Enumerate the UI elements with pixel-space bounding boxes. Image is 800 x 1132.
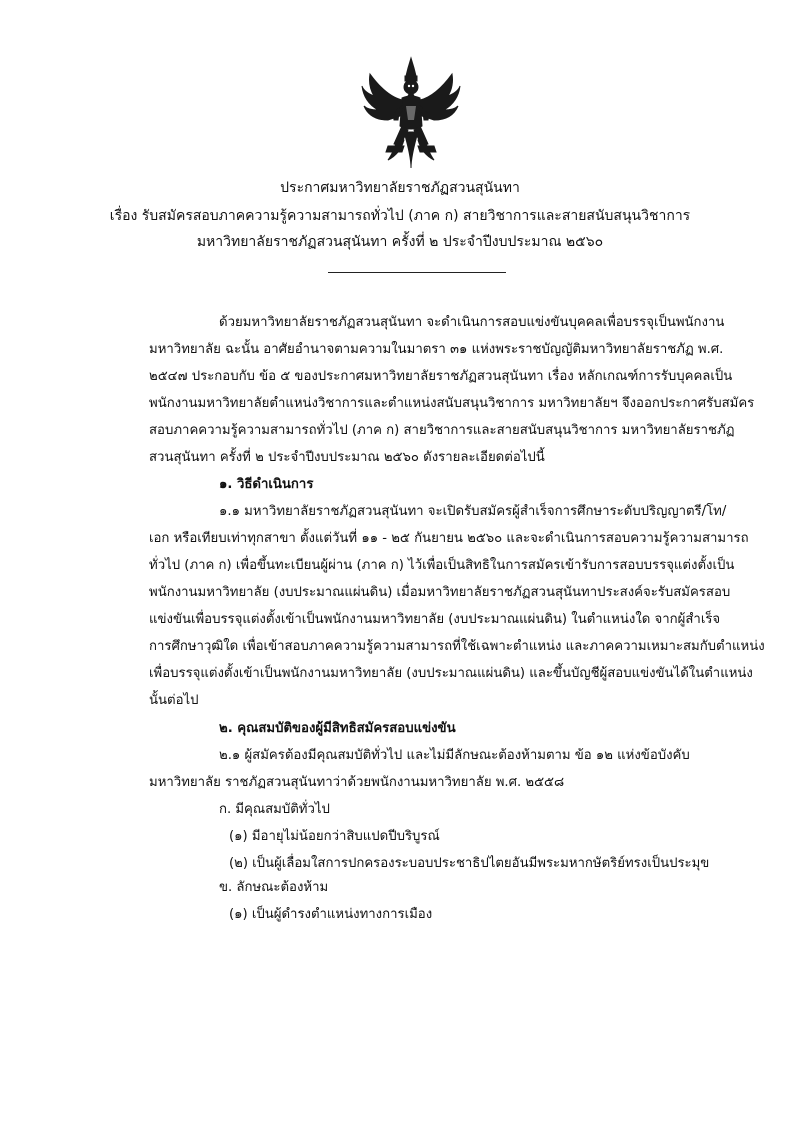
section1-line-8: นั้นต่อไป [149,693,199,708]
section1-line-7: เพื่อบรรจุแต่งตั้งเข้าเป็นพนักงานมหาวิทยาลัย (งบประมาณแผ่นดิน) และขึ้นบัญชีผู้สอบแข่งขันได้ในตำแหน่ง [149,666,753,681]
garuda-emblem-icon [358,56,464,172]
section2-a2: (๒) เป็นผู้เลื่อมใสการปกครองระบอบประชาธิปไตยอันมีพระมหากษัตริย์ทรงเป็นประมุข [229,856,710,871]
section1-line-6: การศึกษาวุฒิใด เพื่อเข้าสอบภาคความรู้ความสามารถที่ใช้เฉพาะตำแหน่ง และภาคความเหมาะสมกับตำแหน่ง [149,639,765,654]
announcement-title: ประกาศมหาวิทยาลัยราชภัฏสวนสุนันทา [280,180,520,196]
announcement-subject-line1: เรื่อง รับสมัครสอบภาคความรู้ความสามารถทั่วไป (ภาค ก) สายวิชาการและสายสนับสนุนวิชาการ [109,208,691,224]
intro-line-4: พนักงานมหาวิทยาลัยตำแหน่งวิชาการและตำแหน่งสนับสนุนวิชาการ มหาวิทยาลัยฯ จึงออกประกาศรับสมัคร [149,396,755,411]
section1-line-3: ทั่วไป (ภาค ก) เพื่อขึ้นทะเบียนผู้ผ่าน (ภาค ก) ไว้เพื่อเป็นสิทธิในการสมัครเข้ารับการสอบบรรจุแต่งตั้งเป็น [149,558,735,573]
section1-line-5: แข่งขันเพื่อบรรจุแต่งตั้งเข้าเป็นพนักงานมหาวิทยาลัย (งบประมาณแผ่นดิน) ในตำแหน่งใด จากผู้สำเร็จ [149,612,721,627]
intro-line-2: มหาวิทยาลัย ฉะนั้น อาศัยอำนาจตามความในมาตรา ๓๑ แห่งพระราชบัญญัติมหาวิทยาลัยราชภัฏ พ.ศ. [149,342,724,357]
section2-b1: (๑) เป็นผู้ดำรงตำแหน่งทางการเมือง [229,907,433,922]
announcement-subject-line2: มหาวิทยาลัยราชภัฏสวนสุนันทา ครั้งที่ ๒ ประจำปีงบประมาณ ๒๕๖๐ [196,234,604,250]
section2-b-heading: ข. ลักษณะต้องห้าม [219,880,329,895]
section2-a-heading: ก. มีคุณสมบัติทั่วไป [219,802,330,817]
title-divider [328,272,506,273]
section2-line-2: มหาวิทยาลัย ราชภัฏสวนสุนันทาว่าด้วยพนักงานมหาวิทยาลัย พ.ศ. ๒๕๕๘ [149,775,565,790]
section1-line-1: ๑.๑ มหาวิทยาลัยราชภัฏสวนสุนันทา จะเปิดรับสมัครผู้สำเร็จการศึกษาระดับปริญญาตรี/โท/ [219,504,727,519]
intro-line-5: สอบภาคความรู้ความสามารถทั่วไป (ภาค ก) สายวิชาการและสายสนับสนุนวิชาการ มหาวิทยาลัยราชภัฏ [149,423,735,438]
section1-line-2: เอก หรือเทียบเท่าทุกสาขา ตั้งแต่วันที่ ๑๑ - ๒๕ กันยายน ๒๕๖๐ และจะดำเนินการสอบความรู้ความสามารถ [149,531,749,546]
section2-heading: ๒. คุณสมบัติของผู้มีสิทธิสมัครสอบแข่งขัน [219,721,456,736]
section2-a1: (๑) มีอายุไม่น้อยกว่าสิบแปดปีบริบูรณ์ [229,829,440,844]
section1-heading: ๑. วิธีดำเนินการ [219,477,314,492]
section1-line-4: พนักงานมหาวิทยาลัย (งบประมาณแผ่นดิน) เมื่อมหาวิทยาลัยราชภัฏสวนสุนันทาประสงค์จะรับสมัครสอบ [149,585,731,600]
section2-line-1: ๒.๑ ผู้สมัครต้องมีคุณสมบัติทั่วไป และไม่มีลักษณะต้องห้ามตาม ข้อ ๑๒ แห่งข้อบังคับ [219,748,690,763]
intro-line-3: ๒๕๔๗ ประกอบกับ ข้อ ๕ ของประกาศมหาวิทยาลัยราชภัฏสวนสุนันทา เรื่อง หลักเกณฑ์การรับบุคคลเป็น [149,369,733,384]
intro-line-6: สวนสุนันทา ครั้งที่ ๒ ประจำปีงบประมาณ ๒๕๖๐ ดังรายละเอียดต่อไปนี้ [149,450,545,465]
intro-line-1: ด้วยมหาวิทยาลัยราชภัฏสวนสุนันทา จะดำเนินการสอบแข่งขันบุคคลเพื่อบรรจุเป็นพนักงาน [219,315,725,330]
